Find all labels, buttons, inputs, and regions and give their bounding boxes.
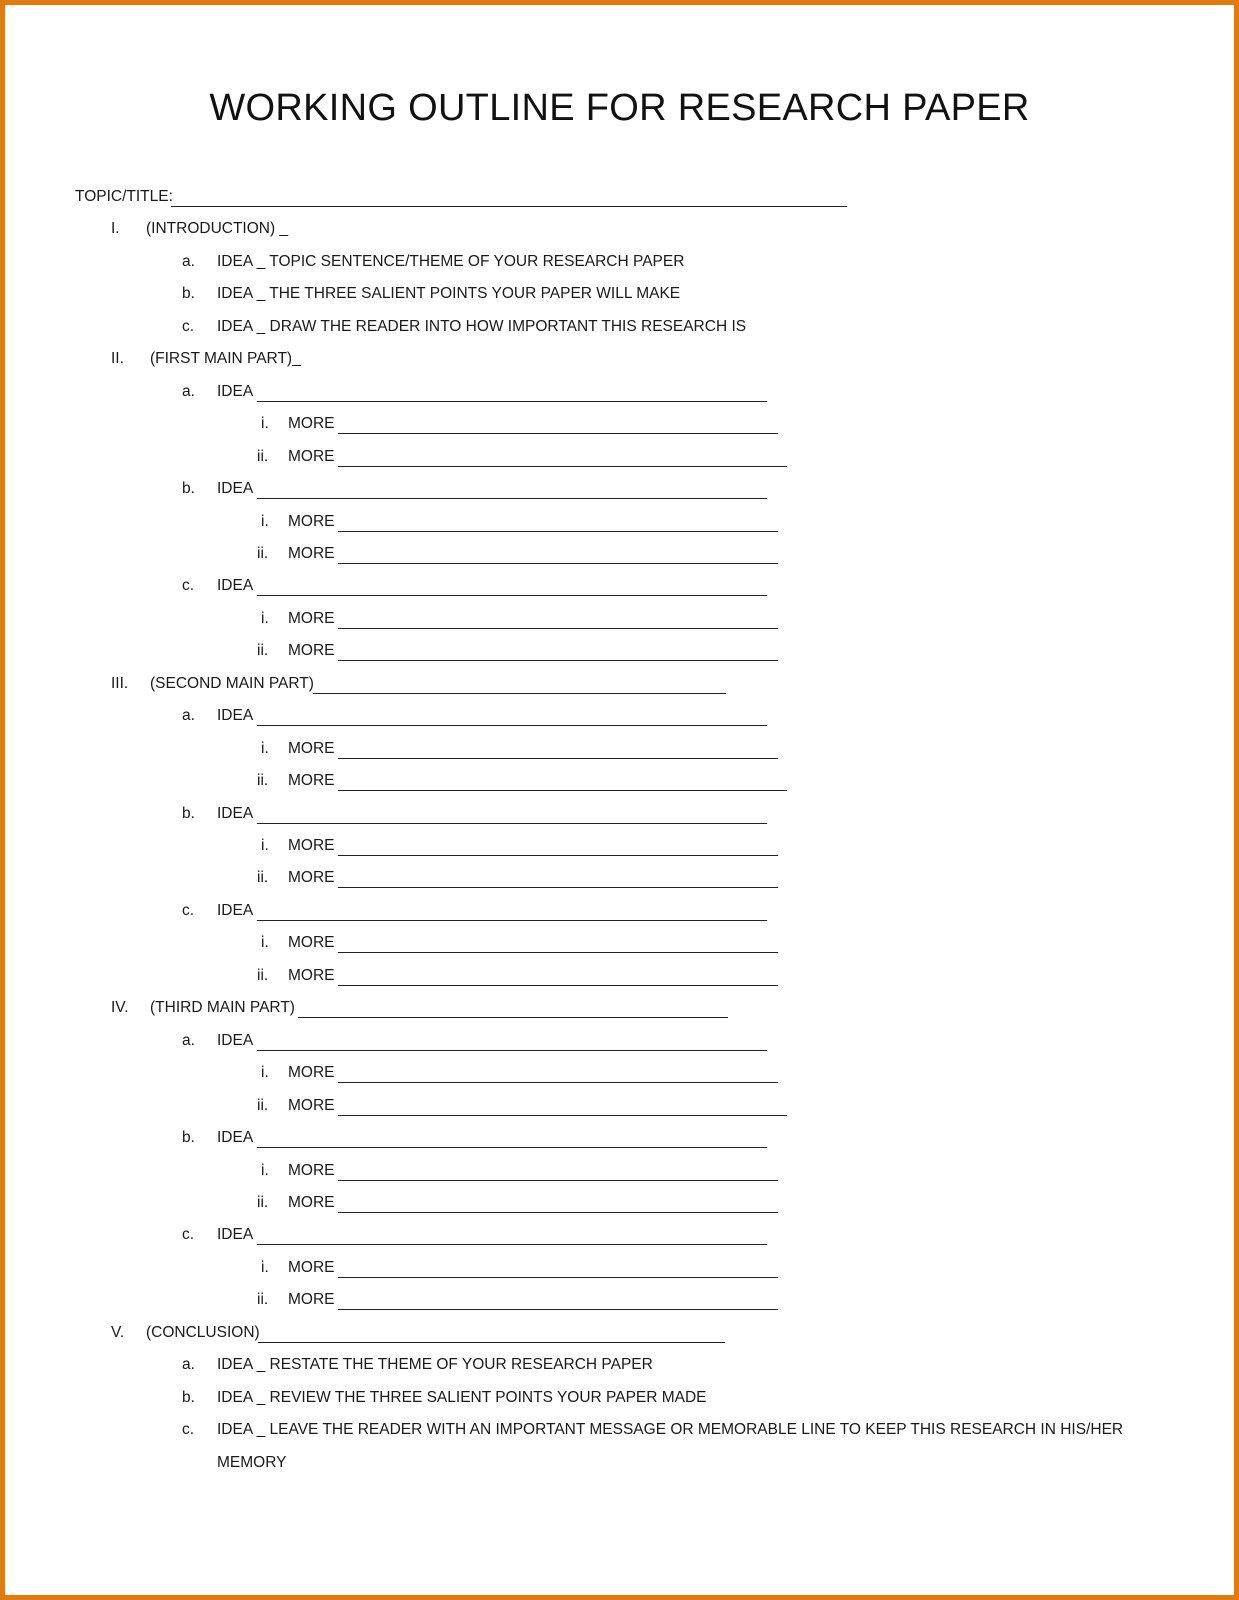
outline-item <box>5 1031 1234 1051</box>
outline-item <box>5 1355 1234 1375</box>
item-text: IDEA _ REVIEW THE THREE SALIENT POINTS YOUR PAPER MADE <box>217 1388 707 1406</box>
sub-numeral: i. <box>261 837 269 854</box>
sub-text: MORE <box>288 609 335 627</box>
idea-blank[interactable] <box>257 484 767 499</box>
item-letter: c. <box>182 1226 195 1244</box>
more-blank[interactable] <box>338 1198 778 1213</box>
outline-item <box>5 1388 1234 1408</box>
idea-blank[interactable] <box>257 1230 767 1245</box>
topic-title-blank[interactable] <box>171 192 847 207</box>
sub-text: MORE <box>288 739 335 757</box>
sub-item <box>5 966 1234 986</box>
more-blank[interactable] <box>338 776 787 791</box>
more-blank[interactable] <box>338 1295 778 1310</box>
item-text: IDEA _ THE THREE SALIENT POINTS YOUR PAPER WILL MAKE <box>217 285 681 303</box>
sub-item <box>5 868 1234 888</box>
sub-numeral: ii. <box>257 447 269 465</box>
more-blank[interactable] <box>338 1068 778 1083</box>
sub-text: MORE <box>288 544 335 562</box>
idea-blank[interactable] <box>257 581 767 596</box>
sub-text: MORE <box>288 1193 335 1211</box>
sub-numeral: i. <box>261 609 269 627</box>
section-label: (THIRD MAIN PART) <box>150 999 295 1017</box>
sub-numeral: ii. <box>257 1291 269 1309</box>
more-blank[interactable] <box>338 744 778 759</box>
item-letter: c. <box>182 901 195 919</box>
sub-item <box>5 512 1234 532</box>
item-continuation-text: MEMORY <box>217 1453 287 1471</box>
more-blank[interactable] <box>338 1263 778 1278</box>
sub-numeral: ii. <box>257 544 269 562</box>
sub-numeral: i. <box>261 739 269 757</box>
section-numeral: V. <box>111 1323 125 1341</box>
sub-item <box>5 1193 1234 1213</box>
more-blank[interactable] <box>338 841 778 856</box>
sub-text: MORE <box>288 772 335 790</box>
section-heading <box>5 674 1234 694</box>
sub-text: MORE <box>288 1291 335 1309</box>
sub-numeral: i. <box>261 1161 269 1179</box>
item-text: IDEA <box>217 804 254 822</box>
section-numeral: I. <box>111 220 120 238</box>
outline-item <box>5 1128 1234 1148</box>
section-numeral: III. <box>111 674 129 692</box>
sub-text: MORE <box>288 966 335 984</box>
more-blank[interactable] <box>338 646 778 661</box>
item-text: IDEA <box>217 901 254 919</box>
section-heading <box>5 349 1234 369</box>
sub-item <box>5 1290 1234 1310</box>
sub-text: MORE <box>288 1096 335 1114</box>
item-letter: c. <box>182 577 195 595</box>
item-text: IDEA <box>217 1129 254 1147</box>
sub-numeral: ii. <box>257 869 269 887</box>
sub-item <box>5 739 1234 759</box>
sub-numeral: i. <box>261 934 269 952</box>
sub-numeral: i. <box>261 512 269 530</box>
item-text: IDEA <box>217 480 254 498</box>
idea-blank[interactable] <box>257 906 767 921</box>
item-letter: c. <box>182 1421 195 1439</box>
section-label: (FIRST MAIN PART)_ <box>150 350 301 368</box>
sub-item <box>5 609 1234 629</box>
item-text: IDEA <box>217 1226 254 1244</box>
item-text: IDEA <box>217 707 254 725</box>
idea-blank[interactable] <box>257 1036 767 1051</box>
outline-item <box>5 479 1234 499</box>
sub-numeral: ii. <box>257 966 269 984</box>
sub-numeral: ii. <box>257 1096 269 1114</box>
section-heading <box>5 998 1234 1018</box>
item-letter: a. <box>182 707 195 725</box>
sub-text: MORE <box>288 869 335 887</box>
sub-item <box>5 641 1234 661</box>
item-text: IDEA <box>217 1031 254 1049</box>
idea-blank[interactable] <box>257 1133 767 1148</box>
outline-item <box>5 706 1234 726</box>
section-numeral: II. <box>111 350 124 368</box>
sub-numeral: ii. <box>257 642 269 660</box>
item-letter: b. <box>182 480 195 498</box>
more-blank[interactable] <box>338 1166 778 1181</box>
sub-item <box>5 933 1234 953</box>
item-letter: b. <box>182 1388 195 1406</box>
sub-numeral: i. <box>261 1258 269 1276</box>
sub-text: MORE <box>288 837 335 854</box>
section-label: (SECOND MAIN PART) <box>150 674 314 692</box>
item-letter: b. <box>182 1129 195 1147</box>
outline-item-continuation <box>5 1453 1234 1473</box>
idea-blank[interactable] <box>257 809 767 824</box>
more-blank[interactable] <box>338 419 778 434</box>
outline-item <box>5 252 1234 272</box>
item-letter: b. <box>182 285 195 303</box>
item-letter: a. <box>182 1356 195 1374</box>
section-label: (CONCLUSION) <box>146 1323 260 1341</box>
sub-text: MORE <box>288 1258 335 1276</box>
sub-numeral: ii. <box>257 1193 269 1211</box>
idea-blank[interactable] <box>257 711 767 726</box>
sub-text: MORE <box>288 934 335 952</box>
item-text: IDEA <box>217 577 254 595</box>
more-blank[interactable] <box>338 452 787 467</box>
topic-title-line <box>5 187 1234 207</box>
more-blank[interactable] <box>338 517 778 532</box>
section-numeral: IV. <box>111 999 129 1017</box>
item-letter: c. <box>182 317 195 335</box>
section-blank[interactable] <box>298 1003 728 1018</box>
sub-item <box>5 1063 1234 1083</box>
sub-item <box>5 1096 1234 1116</box>
item-letter: a. <box>182 1031 195 1049</box>
sub-item <box>5 544 1234 564</box>
sub-text: MORE <box>288 512 335 530</box>
outline-item <box>5 382 1234 402</box>
sub-numeral: i. <box>261 1064 269 1082</box>
more-blank[interactable] <box>338 549 778 564</box>
more-blank[interactable] <box>338 1101 787 1116</box>
item-text: IDEA _ LEAVE THE READER WITH AN IMPORTANT MESSAGE OR MEMORABLE LINE TO KEEP THIS RESEARCH IN HIS/HER <box>217 1421 1124 1439</box>
page-title: WORKING OUTLINE FOR RESEARCH PAPER <box>209 87 1030 129</box>
more-blank[interactable] <box>338 971 778 986</box>
more-blank[interactable] <box>338 938 778 953</box>
outline-item <box>5 576 1234 596</box>
item-text: IDEA <box>217 382 254 400</box>
item-letter: a. <box>182 252 195 270</box>
section-heading <box>5 219 1234 239</box>
section-heading <box>5 1323 1234 1343</box>
sub-numeral: i. <box>261 415 269 433</box>
sub-text: MORE <box>288 1064 335 1082</box>
sub-text: MORE <box>288 642 335 660</box>
sub-item <box>5 414 1234 434</box>
more-blank[interactable] <box>338 873 778 888</box>
sub-item <box>5 447 1234 467</box>
sub-text: MORE <box>288 415 335 433</box>
section-blank[interactable] <box>258 1328 725 1343</box>
sub-text: MORE <box>288 447 335 465</box>
item-text: IDEA _ RESTATE THE THEME OF YOUR RESEARCH PAPER <box>217 1356 653 1374</box>
item-text: IDEA _ TOPIC SENTENCE/THEME OF YOUR RESEARCH PAPER <box>217 252 685 270</box>
outline-item <box>5 1225 1234 1245</box>
item-text: IDEA _ DRAW THE READER INTO HOW IMPORTANT THIS RESEARCH IS <box>217 317 747 335</box>
more-blank[interactable] <box>338 614 778 629</box>
sub-item <box>5 836 1234 856</box>
outline-item <box>5 804 1234 824</box>
idea-blank[interactable] <box>257 387 767 402</box>
outline-item <box>5 1420 1234 1440</box>
sub-item <box>5 1258 1234 1278</box>
item-letter: a. <box>182 382 195 400</box>
section-blank[interactable] <box>313 679 726 694</box>
item-letter: b. <box>182 804 195 822</box>
outline-item <box>5 317 1234 337</box>
sub-item <box>5 771 1234 791</box>
sub-numeral: ii. <box>257 772 269 790</box>
section-label: (INTRODUCTION) _ <box>146 220 289 238</box>
topic-title-label: TOPIC/TITLE: <box>75 188 173 205</box>
outline-item <box>5 901 1234 921</box>
sub-item <box>5 1161 1234 1181</box>
sub-text: MORE <box>288 1161 335 1179</box>
outline-item <box>5 284 1234 304</box>
